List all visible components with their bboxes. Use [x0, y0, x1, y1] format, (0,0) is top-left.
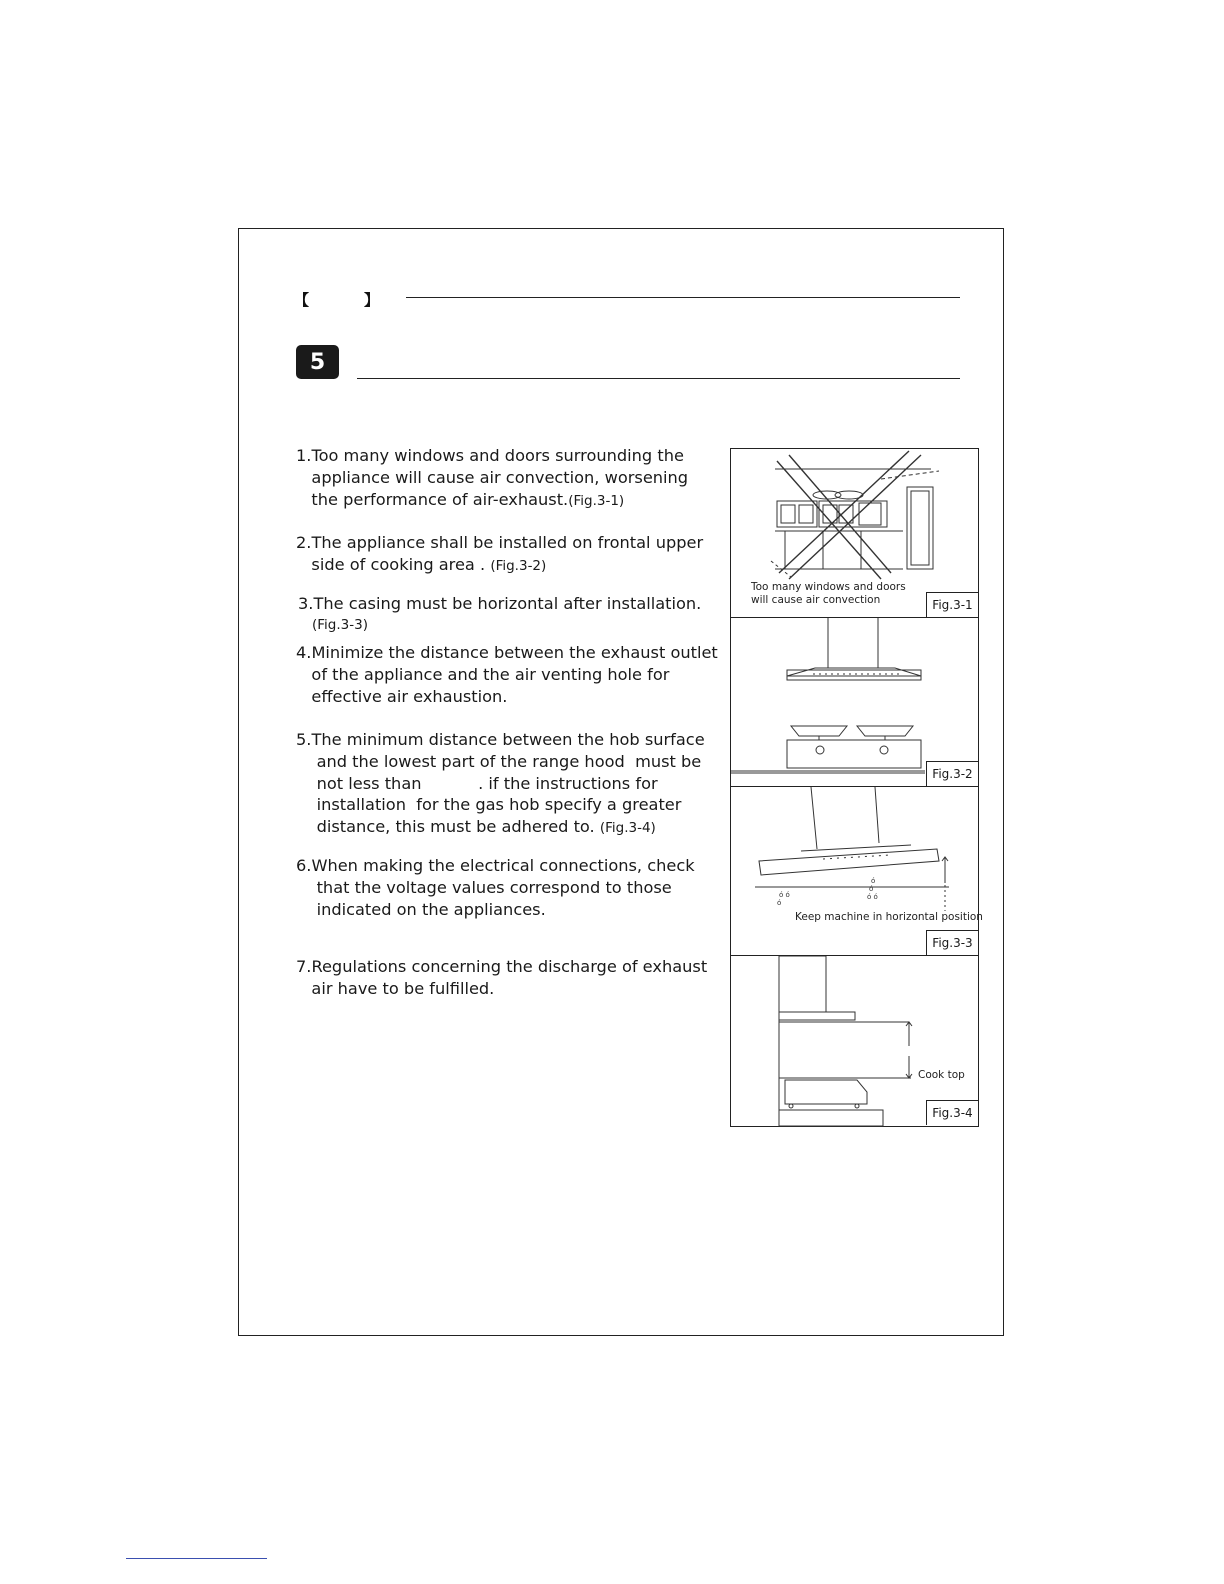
figure-column	[730, 448, 983, 1127]
item-line: indicated on the appliances.	[296, 899, 546, 919]
item-line: air have to be fulfilled.	[296, 978, 495, 998]
figure-3-4	[731, 956, 978, 1125]
item-line: that the voltage values correspond to those	[296, 877, 672, 897]
item-line: side of cooking area .	[296, 554, 486, 574]
item-line: 4.Minimize the distance between the exhaust outlet	[296, 643, 718, 662]
item-line: of the appliance and the air venting hole for	[296, 664, 670, 684]
figure-label: Fig.3-2	[926, 761, 978, 786]
item-line: 7.Regulations concerning the discharge of exhaust	[296, 957, 708, 976]
svg-text:ó: ó	[777, 899, 782, 907]
bracket-right: 】	[364, 291, 380, 309]
figure-3-3	[731, 787, 983, 956]
section-number-badge: 5	[296, 345, 339, 379]
item-line: effective air exhaustion.	[296, 686, 508, 706]
item-line: 2.The appliance shall be installed on frontal upper	[296, 533, 704, 552]
figure-reference: (Fig.3-3)	[312, 616, 368, 633]
item-line: 3.The casing must be horizontal after installation.	[298, 594, 702, 613]
instruction-item-4	[296, 642, 718, 707]
figure-3-2	[731, 618, 978, 787]
figure-caption: Keep machine in horizontal position	[795, 911, 983, 923]
figure-caption: Too many windows and doors will cause air convection	[751, 581, 906, 606]
figure-reference: (Fig.3-2)	[490, 557, 547, 574]
svg-text:ó: ó	[871, 877, 876, 885]
instruction-item-5	[296, 729, 705, 840]
section-rule	[357, 378, 960, 379]
figure-caption: Cook top	[918, 1069, 965, 1081]
instruction-item-6	[296, 855, 695, 920]
item-line: appliance will cause air convection, worsening	[296, 467, 689, 487]
instruction-item-1	[296, 445, 688, 512]
item-line: 6.When making the electrical connections, check	[296, 856, 695, 875]
item-line: the performance of air-exhaust.	[296, 489, 569, 509]
figure-3-1	[731, 449, 978, 618]
figure-label: Fig.3-4	[926, 1100, 978, 1125]
bracket-left: 【	[294, 291, 310, 309]
item-line: 5.The minimum distance between the hob surface	[296, 730, 705, 749]
footer-link-underline	[126, 1558, 267, 1559]
figure-label: Fig.3-3	[926, 930, 978, 955]
instruction-item-7	[296, 956, 707, 1000]
figure-reference: (Fig.3-1)	[568, 492, 625, 509]
svg-text:ó ó: ó ó	[867, 893, 878, 901]
item-line: distance, this must be adhered to.	[296, 817, 595, 837]
item-line: not less than . if the instructions for	[296, 773, 658, 793]
svg-text:ó: ó	[869, 885, 874, 893]
figure-label: Fig.3-1	[926, 592, 978, 617]
instruction-item-3	[298, 593, 701, 637]
figure-reference: (Fig.3-4)	[599, 820, 656, 837]
instruction-item-2	[296, 532, 703, 578]
item-line: and the lowest part of the range hood must be	[296, 751, 702, 771]
svg-text:ó ó: ó ó	[779, 891, 790, 899]
item-line: 1.Too many windows and doors surrounding the	[296, 446, 684, 465]
item-line: installation for the gas hob specify a greater	[296, 795, 682, 815]
header-rule	[406, 297, 960, 298]
